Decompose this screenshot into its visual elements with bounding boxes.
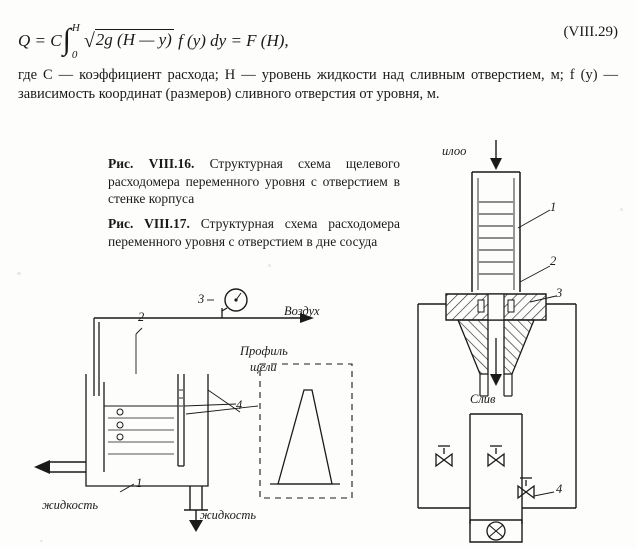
equation-rhs: f (y) dy = F (H),: [178, 31, 289, 50]
caption-text-16: Структурная схема щелевого расходомера переменного уровня с отверстием в стенке корпуса: [108, 156, 400, 206]
scan-speck: [40, 540, 43, 542]
integral-lower-limit: 0: [71, 49, 78, 62]
label-drain: Слив: [470, 392, 496, 406]
formula-block: [18, 16, 618, 62]
callout-right-3: 3: [556, 286, 563, 300]
label-profile-line1: Профиль: [240, 344, 288, 358]
equation-viii-29: [18, 20, 289, 62]
label-liquid-out: жидкость: [200, 508, 257, 522]
integral-sign: ∫: [62, 23, 71, 56]
caption-text-17: Структурная схема расходомера переменного уровня с отверстием в дне сосуда: [108, 216, 400, 249]
body-paragraph: где C — коэффициент расхода; H — уровень жидкости над сливным отверстием, м; f (y) — зависимость координат (размеров) сливного отверстия от уровня, м.: [18, 67, 618, 102]
radicand: 2g (H — y): [95, 30, 172, 49]
label-inlet: илоо: [442, 144, 467, 158]
equation-number: (VIII.29): [563, 24, 618, 40]
integral-limits: [71, 22, 82, 62]
integral-upper-limit: H: [71, 22, 80, 35]
callout-left-1: 1: [136, 476, 143, 490]
equation-lhs: Q = C: [18, 31, 62, 50]
scan-speck: [17, 272, 21, 275]
callout-right-1: 1: [550, 200, 557, 214]
callout-left-2: 2: [138, 310, 145, 324]
caption-fig-viii-17: [108, 215, 400, 250]
radical-sign: √: [83, 30, 95, 52]
caption-fig-viii-16: [108, 155, 400, 208]
callout-left-3: 3: [198, 292, 205, 306]
caption-label-16: Рис. VIII.16.: [108, 156, 195, 171]
scan-speck: [268, 264, 271, 267]
label-liquid-in: жидкость: [42, 498, 99, 512]
callout-right-4: 4: [556, 482, 563, 496]
scan-speck: [620, 208, 623, 211]
callout-right-2: 2: [550, 254, 557, 268]
label-air: Воздух: [284, 304, 320, 318]
figure-viii-17-drawing: [400, 124, 632, 544]
figure-viii-17: [400, 124, 632, 544]
caption-label-17: Рис. VIII.17.: [108, 216, 190, 231]
label-profile-line2: щели: [250, 360, 277, 374]
callout-left-4: 4: [236, 398, 243, 412]
figure-viii-16: [8, 286, 364, 538]
square-root: [82, 29, 174, 52]
